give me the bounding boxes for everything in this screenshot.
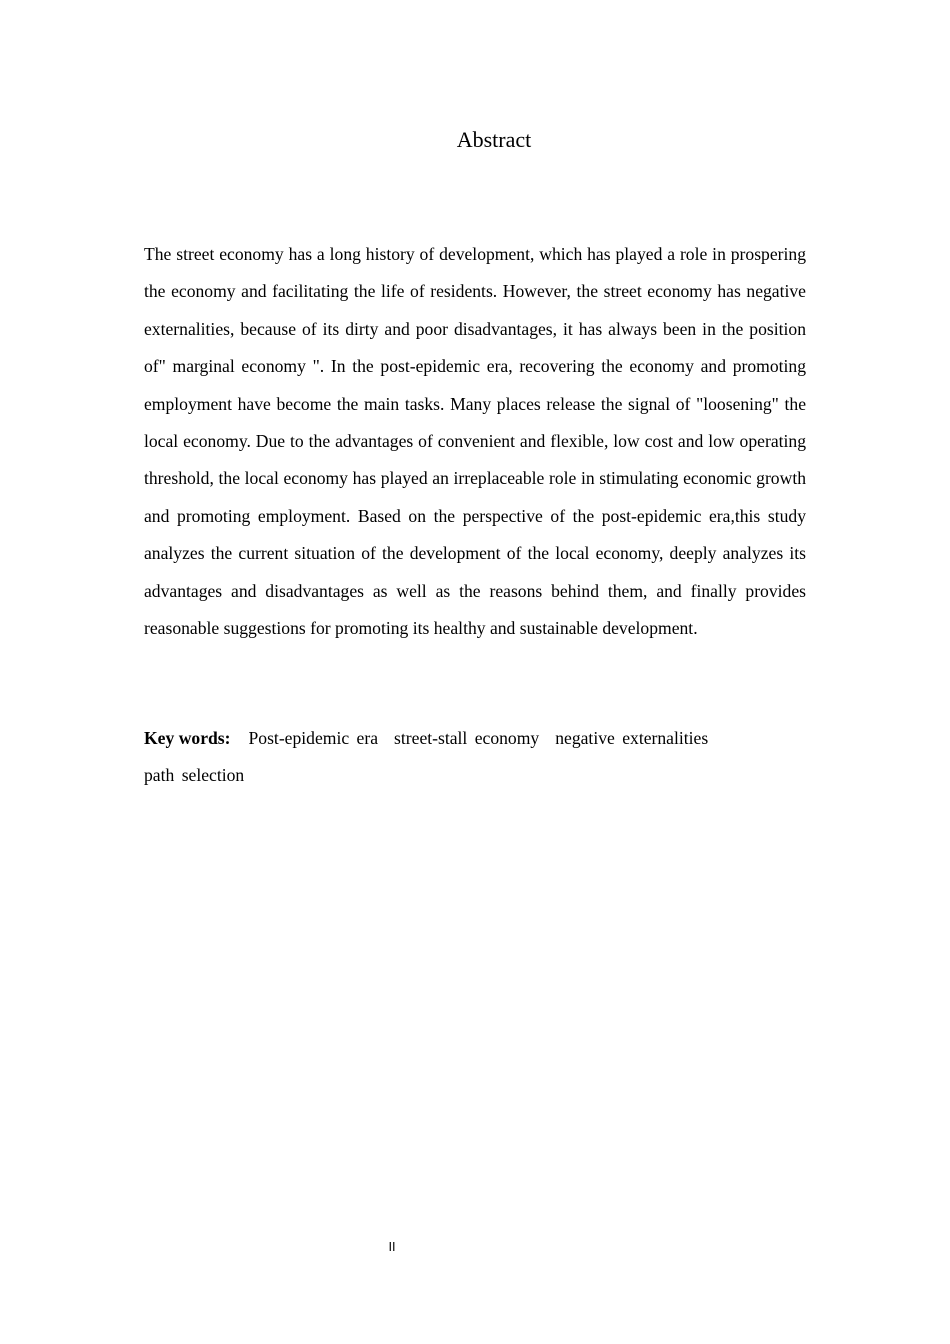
page-number: II [388, 1240, 396, 1254]
keyword-item: negative externalities [555, 728, 709, 748]
keyword-item: Post-epidemic era [248, 728, 379, 748]
keyword-item: path selection [144, 765, 245, 786]
keyword-item: street-stall economy [394, 728, 540, 748]
abstract-body: The street economy has a long history of development, which has played a role in prospering the economy and facilitating the life of residents. However, the street economy has negative externalities, because of its dirty and poor disadvantages, it has always been in the position of" marginal economy ". In the post-epidemic era, recovering the economy and promoting employment have become the main tasks. Many places release the signal of "loosening" the local economy. Due to the advantages of convenient and flexible, low cost and low operating threshold, the local economy has played an irreplaceable role in stimulating economic growth and promoting employment. Based on the perspective of the post-epidemic era,this study analyzes the current situation of the development of the local economy, deeply analyzes its advantages and disadvantages as well as the reasons behind them, and finally provides reasonable suggestions for promoting its healthy and sustainable development. [144, 244, 806, 639]
keywords-label: Key words: [144, 728, 231, 748]
keywords-line [144, 720, 806, 795]
abstract-title: Abstract [456, 127, 532, 152]
